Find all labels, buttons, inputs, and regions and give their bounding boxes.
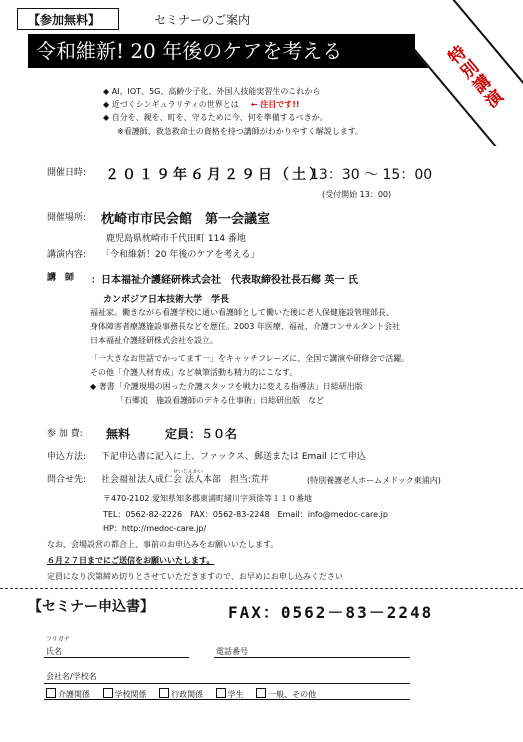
venue-label: 開催場所: bbox=[47, 213, 87, 223]
contact-note: (特別養護老人ホームメドック東浦内) bbox=[307, 476, 441, 485]
furigana-ruby: せいじんかい bbox=[173, 469, 204, 475]
date-label: 開催日時: bbox=[47, 168, 87, 178]
reception-time: (受付開始 13：00) bbox=[322, 190, 392, 199]
bio-book-1: ◆ 著書「介護現場の困った介護スタッフを戦力に変える指導法」日総研出版 bbox=[90, 382, 363, 391]
category-student: 学生 bbox=[227, 690, 244, 699]
bio-line-3: 日本福祉介護経研株式会社を設立。 bbox=[90, 336, 218, 345]
name-label: 氏名 bbox=[46, 647, 62, 656]
bio-book-2: 「石郷流 施設看護師のデキる仕事術」日総研出版 など bbox=[116, 396, 324, 405]
bio-line-4: 「一大きなお世話でかってます一」をキャッチフレーズに、全国で講演や研修会で活躍。 bbox=[90, 354, 410, 363]
bullet-note: ← 注目です!! bbox=[250, 100, 300, 109]
note-1: なお、会場設営の都合上、事前のお申込みをお願いいたします。 bbox=[47, 540, 279, 549]
bullet-3: ◆ 自分を、親を、町を、守るために今、何を準備するべきか。 bbox=[103, 113, 328, 122]
postal-address: 〒470-2102 愛知県知多郡東浦町緒川字須徐等１１０番地 bbox=[103, 494, 313, 503]
topic: 「令和維新！20 年後のケアを考える」 bbox=[101, 250, 260, 260]
company-field[interactable] bbox=[44, 683, 410, 684]
phone-label: 電話番号 bbox=[216, 647, 248, 656]
checkbox-general[interactable] bbox=[256, 688, 266, 698]
category-general: 一般、その他 bbox=[268, 690, 317, 699]
bio-line-1: 福祉家。働きながら看護学校に通い看護師として働いた後に老人保健施設管理部長、 bbox=[90, 308, 394, 317]
form-fax: FAX：0562－83－2248 bbox=[228, 603, 434, 622]
bullet-note-2: ※看護師、救急救命士の資格を持つ講師がわかりやすく解説します。 bbox=[117, 127, 364, 136]
phone-field[interactable] bbox=[214, 657, 410, 658]
lecturer-label: 講 師 bbox=[47, 273, 75, 283]
special-lecture-stamp bbox=[415, 0, 523, 146]
venue: 枕崎市市民会館 第一会議室 bbox=[101, 212, 271, 227]
apply-method: 下記申込書に記入に上、ファックス、郵送または Email にて申込 bbox=[101, 452, 366, 462]
category-underline bbox=[44, 699, 410, 700]
fee: 無料 bbox=[106, 427, 131, 441]
tel-fax-email: TEL：0562-82-2226 FAX：0562-83-2248 Email：info@medoc-care.jp bbox=[103, 510, 388, 519]
title-banner bbox=[28, 34, 440, 68]
bio-line-5: その他「介護人材育成」など執筆活動も精力的にこなす。 bbox=[90, 368, 298, 377]
checkbox-student[interactable] bbox=[216, 688, 226, 698]
venue-address: 鹿児島県枕崎市千代田町 114 番地 bbox=[106, 234, 246, 244]
cut-line bbox=[0, 588, 523, 589]
title-banner-text: 令和維新! 20 年後のケアを考える bbox=[36, 39, 343, 63]
checkbox-school[interactable] bbox=[103, 688, 113, 698]
header-subtitle: セミナーのご案内 bbox=[154, 13, 251, 27]
bullet-1: ◆ AI、IOT、5G、高齢少子化、外国人技能実習生のこれから bbox=[103, 87, 321, 96]
lecturer-title: カンボジア日本技術大学 学長 bbox=[103, 295, 230, 305]
lecturer-name: ：日本福祉介護経研株式会社 代表取締役社長石郷 英一 氏 bbox=[91, 275, 358, 286]
company-label: 会社名/学校名 bbox=[46, 672, 97, 681]
deadline: ６月２７日までにご送信をお願いいたします。 bbox=[47, 556, 215, 565]
name-field[interactable] bbox=[44, 657, 189, 658]
capacity: 定員：５０名 bbox=[165, 427, 238, 441]
category-school: 学校関係 bbox=[114, 690, 147, 699]
event-date: ２０１９年６月２９日（土） bbox=[105, 167, 326, 183]
topic-label: 講演内容: bbox=[47, 250, 87, 260]
header-label: 【参加無料】 bbox=[28, 13, 101, 27]
event-time: 13：30 ～ 15：00 bbox=[310, 167, 433, 183]
form-title: 【セミナー申込書】 bbox=[28, 599, 154, 615]
furigana-label: フリガナ bbox=[46, 636, 70, 643]
category-care: 介護関係 bbox=[58, 690, 90, 699]
apply-method-label: 申込方法: bbox=[47, 452, 87, 462]
contact: 社会福祉法人成仁会 法人本部 担当:荒井 bbox=[101, 475, 269, 485]
checkbox-government[interactable] bbox=[159, 688, 169, 698]
bullet-2-text: ◆ 近づくシンギュラリティの世界とは bbox=[103, 100, 239, 109]
checkbox-care[interactable] bbox=[46, 688, 56, 698]
note-3: 定員になり次第締め切りとさせていただきますので、お早めにお申し込みください bbox=[47, 572, 343, 581]
bio-line-2: 身体障害者療護施設事務長などを歴任。2003 年医療、福祉、介護コンサルタント会社 bbox=[90, 322, 401, 331]
note-2 bbox=[47, 555, 214, 566]
category-government: 行政関係 bbox=[171, 690, 204, 699]
stamp-text: 特別講演 bbox=[441, 43, 507, 115]
homepage-url: HP：http://medoc-care.jp/ bbox=[103, 524, 207, 533]
stamp-band bbox=[415, 0, 523, 146]
contact-label: 問合せ先: bbox=[47, 475, 87, 485]
bullet-2 bbox=[103, 99, 300, 110]
fee-label: 参 加 費: bbox=[47, 429, 83, 439]
